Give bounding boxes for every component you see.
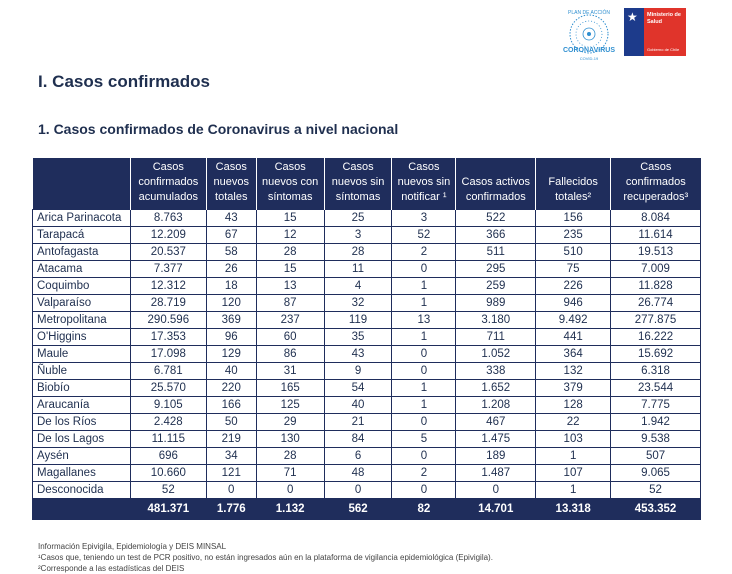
cell-value: 277.875 <box>611 312 701 329</box>
cell-value: 28.719 <box>130 295 206 312</box>
cell-value: 235 <box>536 227 611 244</box>
section-title: I. Casos confirmados <box>38 72 210 91</box>
column-header: Casos confirmados recuperados³ <box>611 158 701 210</box>
region-name: De los Ríos <box>33 414 131 431</box>
column-header: Casos nuevos totales <box>206 158 256 210</box>
cell-value: 52 <box>611 482 701 499</box>
cell-value: 1 <box>392 295 456 312</box>
cell-value: 9.492 <box>536 312 611 329</box>
region-name: Antofagasta <box>33 244 131 261</box>
cell-value: 0 <box>392 363 456 380</box>
totals-row <box>33 499 701 520</box>
cell-value: 15 <box>256 210 324 227</box>
cases-table <box>32 158 701 520</box>
total-value: 562 <box>324 499 392 520</box>
table-row <box>33 210 701 227</box>
cell-value: 84 <box>324 431 392 448</box>
cell-value: 50 <box>206 414 256 431</box>
cell-value: 103 <box>536 431 611 448</box>
cell-value: 3 <box>324 227 392 244</box>
cell-value: 1 <box>536 482 611 499</box>
plan-accion-coronavirus-logo <box>558 8 620 66</box>
cell-value: 510 <box>536 244 611 261</box>
cell-value: 19.513 <box>611 244 701 261</box>
cell-value: 9.538 <box>611 431 701 448</box>
plan-logo-main-text: CORONAVIRUS <box>563 47 615 54</box>
table-row <box>33 278 701 295</box>
cell-value: 165 <box>256 380 324 397</box>
cell-value: 0 <box>324 482 392 499</box>
cell-value: 119 <box>324 312 392 329</box>
cell-value: 1.652 <box>456 380 536 397</box>
cell-value: 28 <box>256 448 324 465</box>
region-name: Metropolitana <box>33 312 131 329</box>
cell-value: 34 <box>206 448 256 465</box>
cell-value: 128 <box>536 397 611 414</box>
cell-value: 1 <box>392 329 456 346</box>
cell-value: 25.570 <box>130 380 206 397</box>
cell-value: 32 <box>324 295 392 312</box>
table-row <box>33 431 701 448</box>
cell-value: 1.208 <box>456 397 536 414</box>
cell-value: 75 <box>536 261 611 278</box>
cell-value: 507 <box>611 448 701 465</box>
coronavirus-logo-icon <box>558 8 620 66</box>
region-name: Araucanía <box>33 397 131 414</box>
cell-value: 125 <box>256 397 324 414</box>
note-source: Información Epivigila, Epidemiología y DEIS MINSAL <box>38 542 227 551</box>
cell-value: 338 <box>456 363 536 380</box>
cell-value: 295 <box>456 261 536 278</box>
cell-value: 259 <box>456 278 536 295</box>
ministerio-salud-logo <box>624 8 686 56</box>
table-row <box>33 244 701 261</box>
star-icon: ★ <box>627 10 638 24</box>
cell-value: 121 <box>206 465 256 482</box>
cell-value: 1 <box>536 448 611 465</box>
cell-value: 220 <box>206 380 256 397</box>
plan-logo-top-text: PLAN DE ACCIÓN <box>568 10 610 16</box>
table-header-row <box>33 158 701 210</box>
table-row <box>33 261 701 278</box>
region-name: Ñuble <box>33 363 131 380</box>
cell-value: 26 <box>206 261 256 278</box>
cell-value: 17.098 <box>130 346 206 363</box>
cell-value: 369 <box>206 312 256 329</box>
cell-value: 11.828 <box>611 278 701 295</box>
table-row <box>33 414 701 431</box>
cell-value: 237 <box>256 312 324 329</box>
cell-value: 946 <box>536 295 611 312</box>
cell-value: 0 <box>392 261 456 278</box>
note-2: ²Corresponde a las estadísticas del DEIS <box>38 564 185 573</box>
cell-value: 7.775 <box>611 397 701 414</box>
cell-value: 86 <box>256 346 324 363</box>
cell-value: 12.312 <box>130 278 206 295</box>
cell-value: 48 <box>324 465 392 482</box>
cell-value: 23.544 <box>611 380 701 397</box>
cell-value: 226 <box>536 278 611 295</box>
table-row <box>33 380 701 397</box>
cell-value: 12.209 <box>130 227 206 244</box>
region-name: Magallanes <box>33 465 131 482</box>
cell-value: 17.353 <box>130 329 206 346</box>
cell-value: 130 <box>256 431 324 448</box>
cell-value: 9.065 <box>611 465 701 482</box>
cell-value: 67 <box>206 227 256 244</box>
table-row <box>33 397 701 414</box>
cell-value: 0 <box>392 414 456 431</box>
total-value: 453.352 <box>611 499 701 520</box>
table-row <box>33 295 701 312</box>
cell-value: 52 <box>392 227 456 244</box>
cell-value: 15 <box>256 261 324 278</box>
cell-value: 8.084 <box>611 210 701 227</box>
cell-value: 13 <box>256 278 324 295</box>
cell-value: 522 <box>456 210 536 227</box>
cell-value: 1 <box>392 278 456 295</box>
cell-value: 16.222 <box>611 329 701 346</box>
cell-value: 9.105 <box>130 397 206 414</box>
cell-value: 0 <box>456 482 536 499</box>
cell-value: 0 <box>256 482 324 499</box>
note-1: ¹Casos que, teniendo un test de PCR positivo, no están ingresados aún en la plataforma de vigilancia epidemiológica (Epivigila). <box>38 553 493 562</box>
cell-value: 379 <box>536 380 611 397</box>
cell-value: 6.318 <box>611 363 701 380</box>
total-value: 1.132 <box>256 499 324 520</box>
cell-value: 40 <box>206 363 256 380</box>
subsection-title: 1. Casos confirmados de Coronavirus a nivel nacional <box>38 121 399 137</box>
cell-value: 290.596 <box>130 312 206 329</box>
total-value: 1.776 <box>206 499 256 520</box>
cell-value: 364 <box>536 346 611 363</box>
totals-label <box>33 499 131 520</box>
cell-value: 107 <box>536 465 611 482</box>
cell-value: 0 <box>392 346 456 363</box>
cell-value: 35 <box>324 329 392 346</box>
region-name: Arica Parinacota <box>33 210 131 227</box>
region-name: Desconocida <box>33 482 131 499</box>
cell-value: 18 <box>206 278 256 295</box>
cell-value: 11 <box>324 261 392 278</box>
cell-value: 11.115 <box>130 431 206 448</box>
table-row <box>33 448 701 465</box>
footnotes <box>38 541 493 574</box>
cell-value: 26.774 <box>611 295 701 312</box>
cell-value: 6 <box>324 448 392 465</box>
table-row <box>33 363 701 380</box>
cell-value: 5 <box>392 431 456 448</box>
cell-value: 71 <box>256 465 324 482</box>
column-header: Casos activos confirmados <box>456 158 536 210</box>
header-region <box>33 158 131 210</box>
cell-value: 7.377 <box>130 261 206 278</box>
cell-value: 989 <box>456 295 536 312</box>
cell-value: 0 <box>392 482 456 499</box>
cell-value: 58 <box>206 244 256 261</box>
cell-value: 0 <box>206 482 256 499</box>
cell-value: 43 <box>324 346 392 363</box>
column-header: Casos confirmados acumulados <box>130 158 206 210</box>
cell-value: 22 <box>536 414 611 431</box>
region-name: Coquimbo <box>33 278 131 295</box>
cell-value: 3.180 <box>456 312 536 329</box>
cell-value: 9 <box>324 363 392 380</box>
column-header: Casos nuevos con síntomas <box>256 158 324 210</box>
cell-value: 11.614 <box>611 227 701 244</box>
cell-value: 21 <box>324 414 392 431</box>
cell-value: 96 <box>206 329 256 346</box>
cell-value: 0 <box>392 448 456 465</box>
table-row <box>33 312 701 329</box>
cell-value: 12 <box>256 227 324 244</box>
table-row <box>33 227 701 244</box>
cell-value: 219 <box>206 431 256 448</box>
cell-value: 29 <box>256 414 324 431</box>
cell-value: 2.428 <box>130 414 206 431</box>
table-row <box>33 465 701 482</box>
cell-value: 2 <box>392 244 456 261</box>
cell-value: 87 <box>256 295 324 312</box>
cell-value: 31 <box>256 363 324 380</box>
cell-value: 511 <box>456 244 536 261</box>
column-header: Casos nuevos sin notificar ¹ <box>392 158 456 210</box>
region-name: Maule <box>33 346 131 363</box>
cell-value: 711 <box>456 329 536 346</box>
table-row <box>33 346 701 363</box>
region-name: Aysén <box>33 448 131 465</box>
cell-value: 189 <box>456 448 536 465</box>
cell-value: 2 <box>392 465 456 482</box>
cell-value: 52 <box>130 482 206 499</box>
cell-value: 10.660 <box>130 465 206 482</box>
total-value: 13.318 <box>536 499 611 520</box>
cell-value: 13 <box>392 312 456 329</box>
column-header: Casos nuevos sin síntomas <box>324 158 392 210</box>
region-name: Tarapacá <box>33 227 131 244</box>
cell-value: 129 <box>206 346 256 363</box>
region-name: O'Higgins <box>33 329 131 346</box>
cell-value: 132 <box>536 363 611 380</box>
cell-value: 366 <box>456 227 536 244</box>
total-value: 82 <box>392 499 456 520</box>
cell-value: 1.052 <box>456 346 536 363</box>
cell-value: 43 <box>206 210 256 227</box>
cell-value: 28 <box>256 244 324 261</box>
cell-value: 28 <box>324 244 392 261</box>
region-name: Atacama <box>33 261 131 278</box>
cell-value: 15.692 <box>611 346 701 363</box>
cell-value: 54 <box>324 380 392 397</box>
cell-value: 120 <box>206 295 256 312</box>
cell-value: 1.942 <box>611 414 701 431</box>
total-value: 14.701 <box>456 499 536 520</box>
column-header: Fallecidos totales² <box>536 158 611 210</box>
region-name: Biobío <box>33 380 131 397</box>
cell-value: 1.487 <box>456 465 536 482</box>
gov-logo-subtitle: Gobierno de Chile <box>647 47 680 52</box>
cell-value: 1 <box>392 380 456 397</box>
plan-logo-year-text: COVID-19 <box>579 56 599 61</box>
cell-value: 8.763 <box>130 210 206 227</box>
cell-value: 156 <box>536 210 611 227</box>
cell-value: 1.475 <box>456 431 536 448</box>
table-row <box>33 482 701 499</box>
cell-value: 25 <box>324 210 392 227</box>
cell-value: 40 <box>324 397 392 414</box>
cell-value: 166 <box>206 397 256 414</box>
total-value: 481.371 <box>130 499 206 520</box>
cell-value: 60 <box>256 329 324 346</box>
cell-value: 20.537 <box>130 244 206 261</box>
cell-value: 467 <box>456 414 536 431</box>
table-row <box>33 329 701 346</box>
region-name: De los Lagos <box>33 431 131 448</box>
gov-logo-title: Ministerio de Salud <box>647 12 681 25</box>
cell-value: 441 <box>536 329 611 346</box>
cell-value: 3 <box>392 210 456 227</box>
cell-value: 7.009 <box>611 261 701 278</box>
cell-value: 696 <box>130 448 206 465</box>
cell-value: 1 <box>392 397 456 414</box>
region-name: Valparaíso <box>33 295 131 312</box>
cell-value: 4 <box>324 278 392 295</box>
cell-value: 6.781 <box>130 363 206 380</box>
